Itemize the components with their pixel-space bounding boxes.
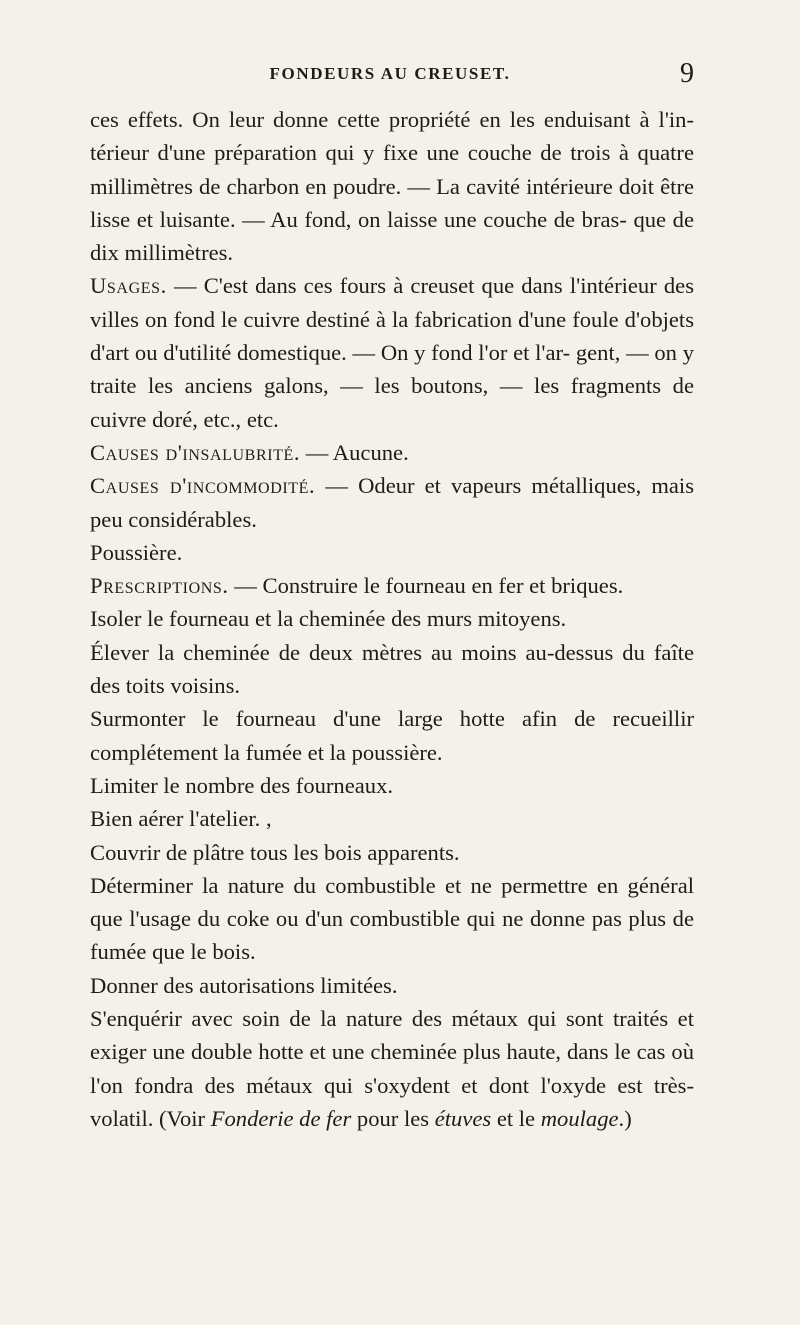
paragraph-intro-text: ces effets. On leur donne cette propriété en les enduisant à l'in- térieur d'une préparation qui y fixe une couche de trois à quatre millimètres de charbon en poudre. — La cavité intérieure doit être lisse et luisante. — Au fond, on laisse une couche de bras- que de dix millimètres. <box>90 107 694 266</box>
prescriptions-label: Prescriptions. <box>90 573 229 599</box>
usages-text: — C'est dans ces fours à creuset que dans l'intérieur des villes on fond le cuivre destiné à la fabrication d'une foule d'objets d'art ou d'utilité domestique. — On y fond l'or et l'ar- gent, — on y traite les anciens galons, — les boutons, — les fragments de cuivre doré, etc., etc. <box>90 273 694 432</box>
paragraph-surmonter: Surmonter le fourneau d'une large hotte afin de recueillir complétement la fumée et la poussière. <box>90 706 694 765</box>
paragraph-intro <box>90 103 694 269</box>
paragraph-isoler: Isoler le fourneau et la cheminée des murs mitoyens. <box>90 606 567 632</box>
reference-etuves: étuves <box>434 1105 492 1131</box>
paragraph-donner: Donner des autorisations limitées. <box>90 972 398 998</box>
page-number: 9 <box>680 58 694 89</box>
insalubrite-label: Causes d'insalubrité. <box>90 439 301 465</box>
paragraph-limiter: Limiter le nombre des fourneaux. <box>90 772 394 798</box>
paragraph-prescriptions <box>90 569 694 602</box>
page-header <box>90 58 694 90</box>
paragraph-aerer: Bien aérer l'atelier. , <box>90 806 272 832</box>
usages-label: Usages. <box>90 273 167 299</box>
paragraph-couvrir: Couvrir de plâtre tous les bois apparents. <box>90 839 460 865</box>
reference-moulage: moulage <box>540 1105 619 1131</box>
paragraph-incommodite <box>90 469 694 536</box>
insalubrite-text: — Aucune. <box>300 439 409 465</box>
paragraph-enquerir <box>90 1002 694 1135</box>
body-text <box>90 103 694 1135</box>
paragraph-determiner: Déterminer la nature du combustible et ne permettre en général que l'usage du coke ou d'un combustible qui ne donne pas plus de fumée que le bois. <box>90 872 694 965</box>
reference-fonderie-de-fer: Fonderie de fer <box>210 1105 352 1131</box>
paragraph-usages <box>90 269 694 435</box>
paragraph-poussiere: Poussière. <box>90 539 183 565</box>
enquerir-text-b: pour les <box>351 1105 435 1131</box>
paragraph-insalubrite <box>90 436 694 469</box>
prescriptions-text: — Construire le fourneau en fer et briques. <box>228 573 624 599</box>
enquerir-text-d: .) <box>618 1105 632 1131</box>
running-head: FONDEURS AU CREUSET. <box>269 64 511 83</box>
incommodite-text: — Odeur et vapeurs métalliques, mais peu considérables. <box>90 473 694 532</box>
incommodite-label: Causes d'incommodité. <box>90 473 316 499</box>
enquerir-text-a: S'enquérir avec soin de la nature des métaux qui sont traités et exiger une double hotte et une cheminée plus haute, dans le cas où l'on fondra des métaux qui s'oxydent et dont l'oxyde est très-volatil. (Voir <box>90 1006 694 1131</box>
paragraph-elever: Élever la cheminée de deux mètres au moins au-dessus du faîte des toits voisins. <box>90 639 694 699</box>
enquerir-text-c: et le <box>491 1105 541 1131</box>
